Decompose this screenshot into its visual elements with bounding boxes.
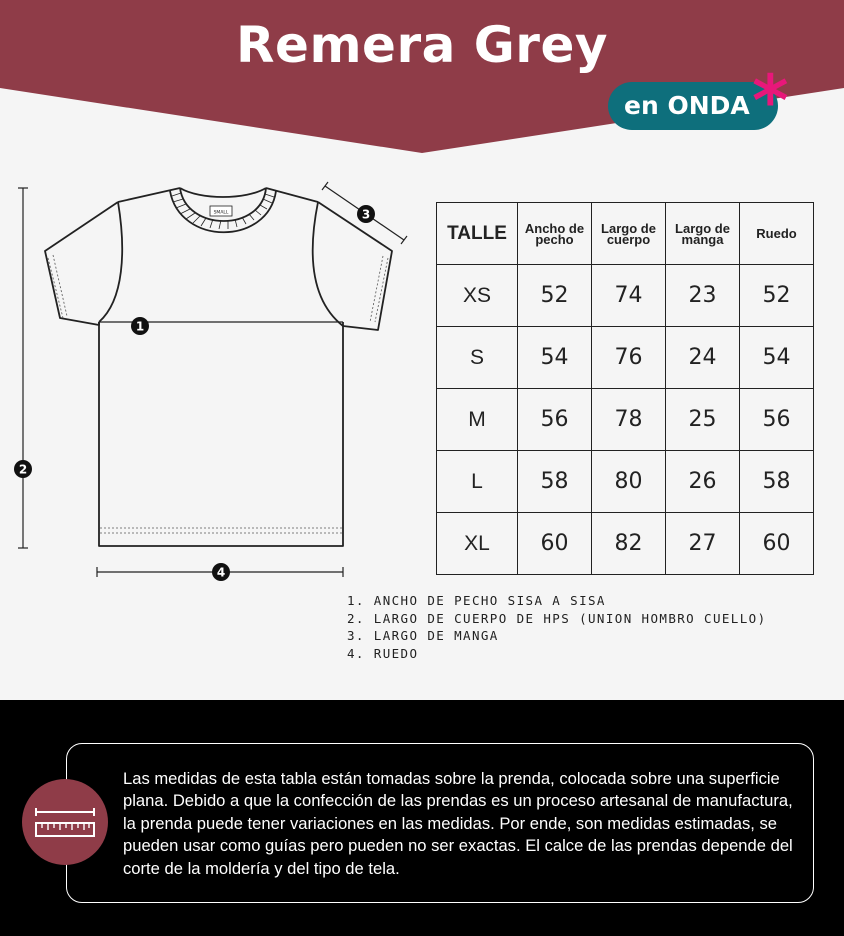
table-row [437,265,814,327]
size-cell: XL [437,513,518,575]
marker-1 [131,317,149,335]
marker-4 [212,563,230,581]
header-banner [0,0,844,160]
disclaimer-text: Las medidas de esta tabla están tomadas sobre la prenda, colocada sobre una superficie plana. Debido a que la confección de las prendas es un proceso artesanal de manufactura, la prenda puede tener variaciones en las medidas. Por ende, son medidas estimadas, se pueden usar como guías pero pueden no ser exactas. El calce de las prendas depende del corte de la moldería y del tipo de tela. [123,769,793,878]
value-cell: 54 [518,327,592,389]
size-cell: L [437,451,518,513]
ruler-icon [22,779,108,865]
svg-text:4: 4 [216,565,226,580]
size-table [436,202,814,575]
value-cell: 76 [592,327,666,389]
size-tag-label: SMALL [213,210,229,216]
value-cell: 23 [666,265,740,327]
svg-text:1: 1 [135,319,145,334]
note-item: 3. LARGO DE MANGA [347,628,499,644]
note-item: 1. ANCHO DE PECHO SISA A SISA [347,593,606,608]
value-cell: 60 [740,513,814,575]
svg-text:2: 2 [18,462,28,477]
table-row [437,327,814,389]
page-title: Remera Grey [236,16,608,74]
table-header-row [437,203,814,265]
tshirt-illustration [0,170,420,590]
value-cell: 78 [592,389,666,451]
value-cell: 27 [666,513,740,575]
disclaimer-box [66,743,814,903]
size-cell: XS [437,265,518,327]
value-cell: 25 [666,389,740,451]
svg-text:3: 3 [361,207,371,222]
table-row [437,513,814,575]
marker-2 [14,460,32,478]
value-cell: 26 [666,451,740,513]
value-cell: 52 [740,265,814,327]
footer [0,700,844,936]
value-cell: 56 [740,389,814,451]
value-cell: 80 [592,451,666,513]
table-row [437,389,814,451]
value-cell: 56 [518,389,592,451]
size-cell: S [437,327,518,389]
value-cell: 58 [518,451,592,513]
brand-text: en ONDA [624,91,750,120]
value-cell: 52 [518,265,592,327]
value-cell: 24 [666,327,740,389]
value-cell: 58 [740,451,814,513]
note-item: 4. RUEDO [347,645,419,661]
value-cell: 60 [518,513,592,575]
header-ancho-pecho: Ancho de pecho [518,203,592,265]
table-row [437,451,814,513]
header-largo-manga: Largo de manga [666,203,740,265]
marker-3 [357,205,375,223]
header-talle: TALLE [437,203,518,265]
note-item: 2. LARGO DE CUERPO DE HPS (UNION HOMBRO CUELLO) [347,610,767,626]
tshirt-diagram [0,170,420,590]
value-cell: 82 [592,513,666,575]
value-cell: 74 [592,265,666,327]
brand-star-icon: * [752,60,789,142]
header-largo-cuerpo: Largo de cuerpo [592,203,666,265]
size-cell: M [437,389,518,451]
header-ruedo: Ruedo [740,203,814,265]
value-cell: 54 [740,327,814,389]
measurement-notes [347,592,767,662]
